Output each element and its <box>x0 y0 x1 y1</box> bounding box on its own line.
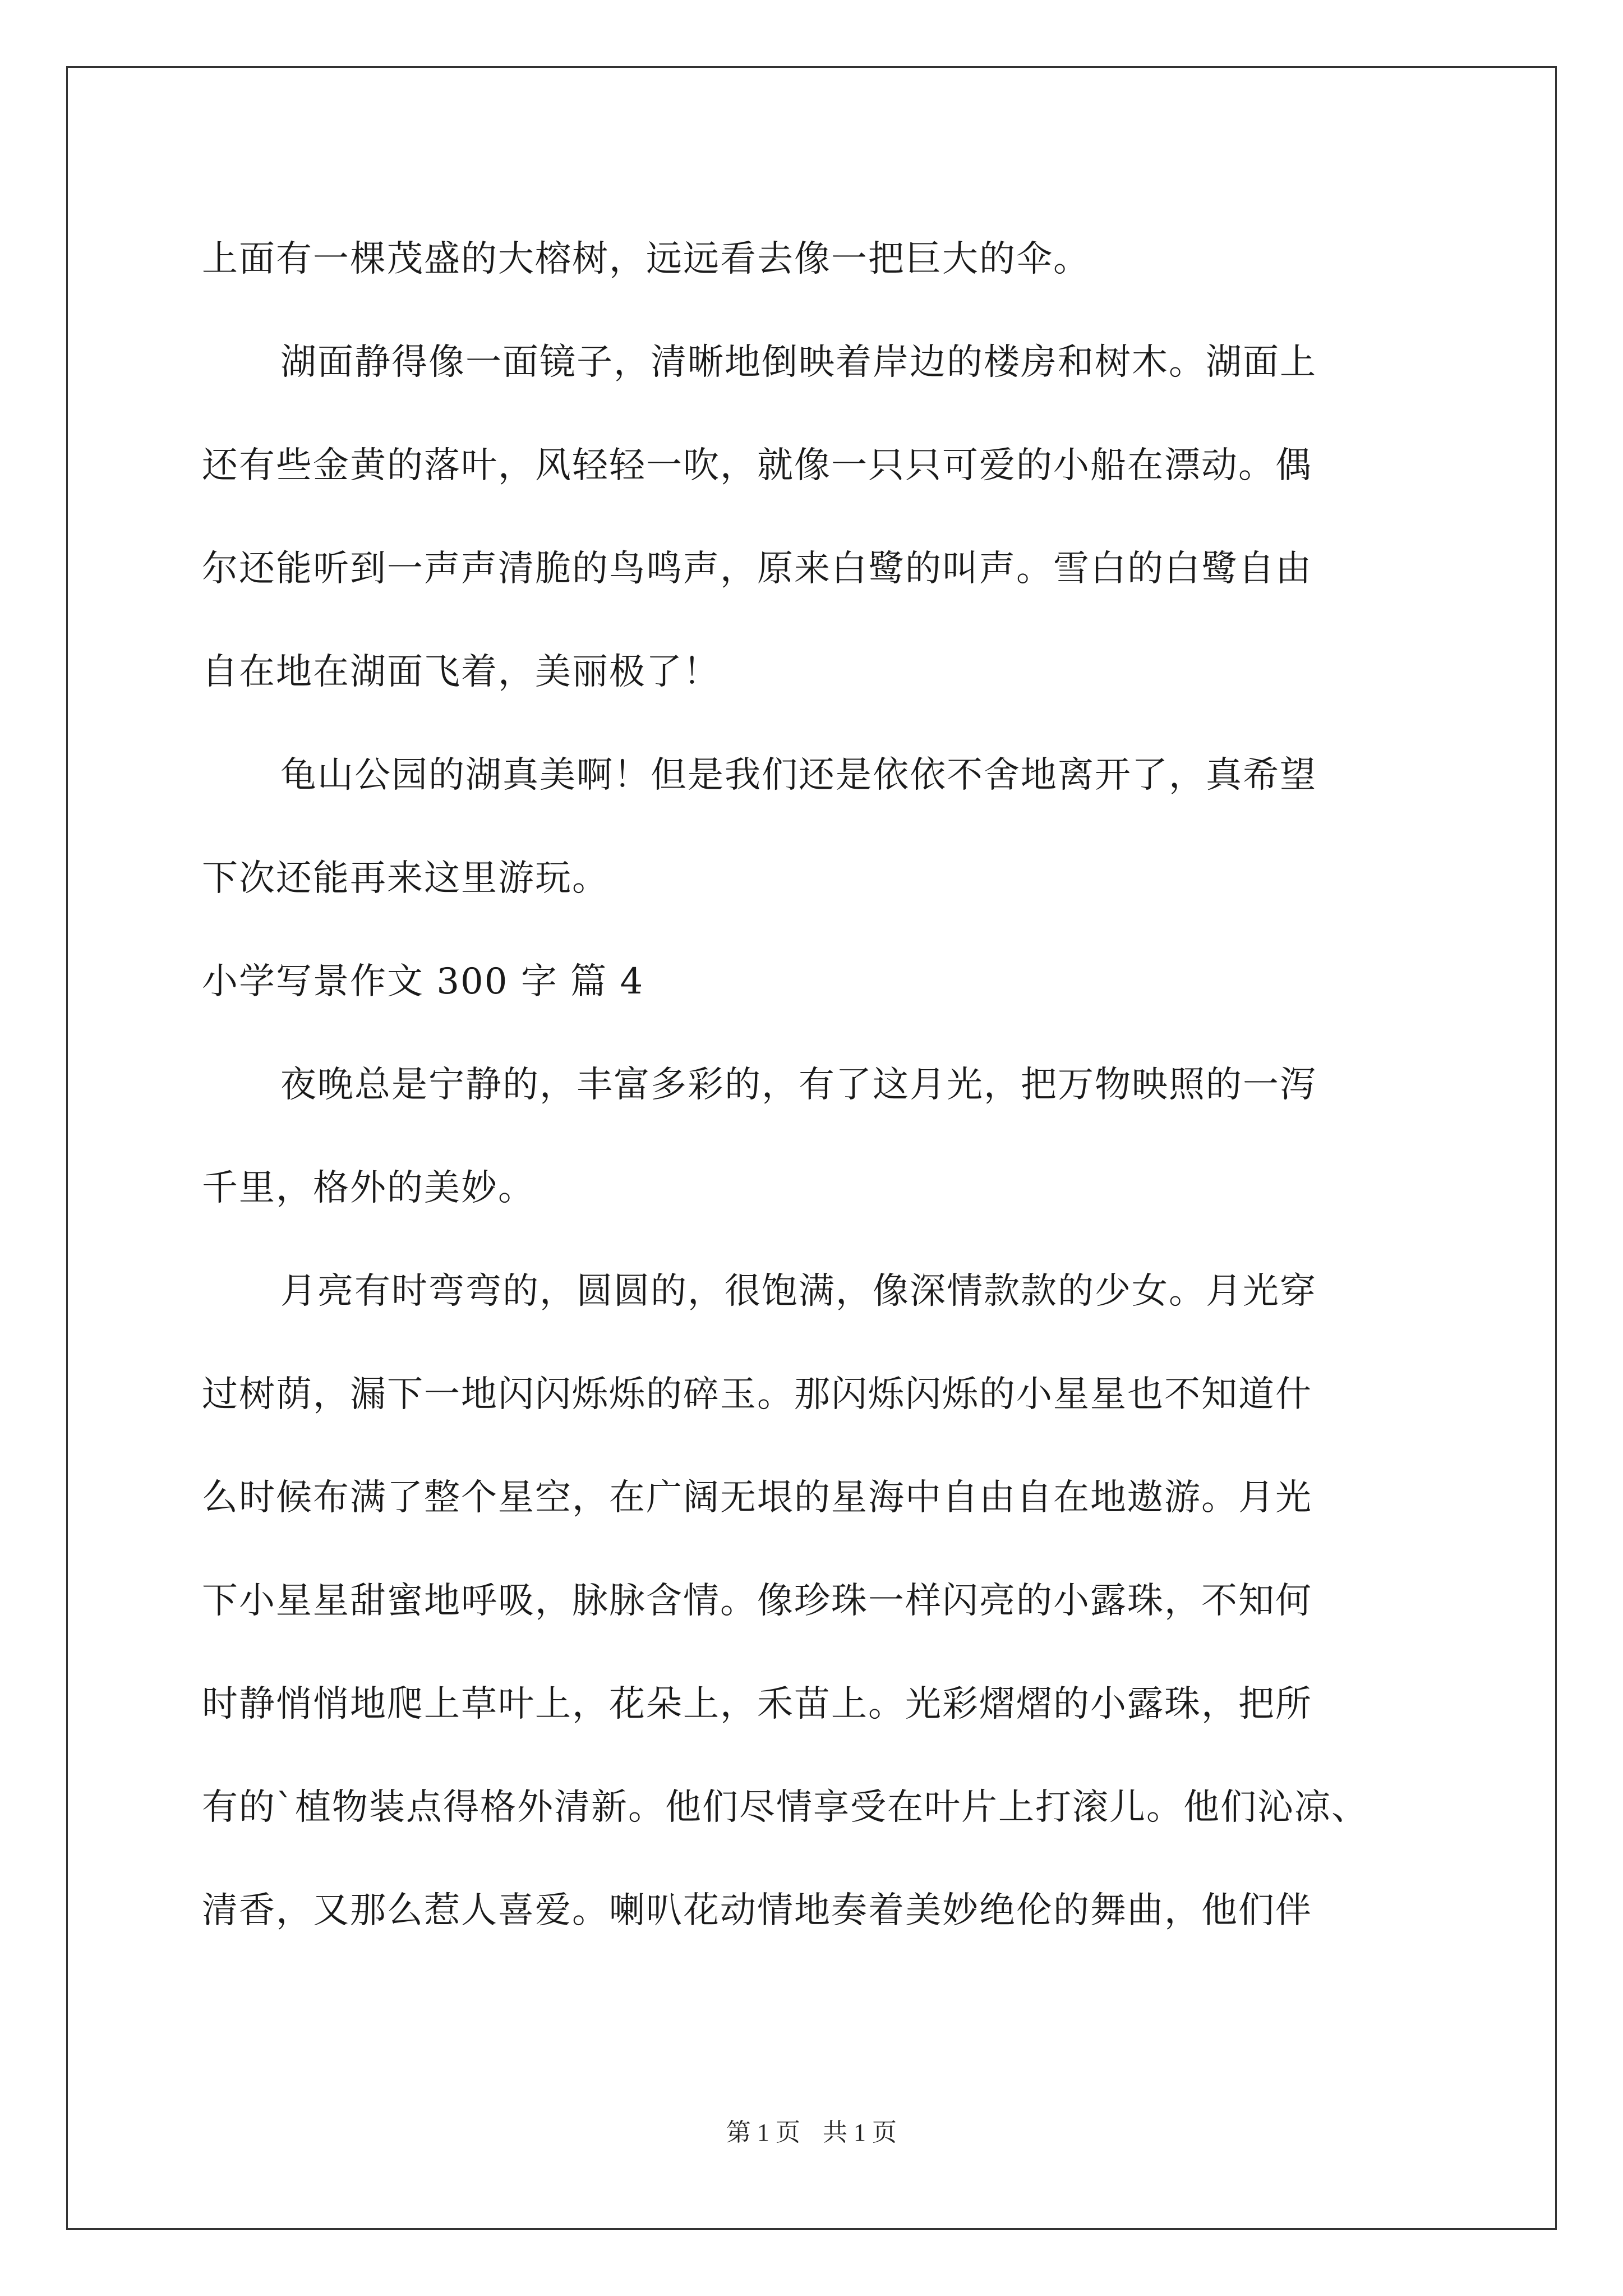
text-line: 清香，又那么惹人喜爱。喇叭花动情地奏着美妙绝伦的舞曲，他们伴 <box>202 1890 1312 1931</box>
section-heading: 小学写景作文 300 字 篇 4 <box>202 961 644 1002</box>
paragraph-start-line: 月亮有时弯弯的，圆圆的，很饱满，像深情款款的少女。月光穿 <box>280 1271 1317 1312</box>
text-line: 自在地在湖面飞着，美丽极了！ <box>202 651 720 693</box>
text-line: 千里，格外的美妙。 <box>202 1167 535 1209</box>
paragraph-start-line: 湖面静得像一面镜子，清晰地倒映着岸边的楼房和树木。湖面上 <box>280 342 1317 383</box>
text-line: 上面有一棵茂盛的大榕树，远远看去像一把巨大的伞。 <box>202 238 1090 280</box>
page-total: 共 1 页 <box>823 2119 897 2146</box>
paragraph-start-line: 龟山公园的湖真美啊！但是我们还是依依不舍地离开了，真希望 <box>280 754 1317 796</box>
text-line: 时静悄悄地爬上草叶上，花朵上，禾苗上。光彩熠熠的小露珠，把所 <box>202 1683 1312 1725</box>
paragraph-start-line: 夜晚总是宁静的，丰富多彩的，有了这月光，把万物映照的一泻 <box>280 1064 1317 1106</box>
page-number: 第 1 页 <box>726 2119 800 2146</box>
text-line: 么时候布满了整个星空，在广阔无垠的星海中自由自在地遨游。月光 <box>202 1477 1312 1519</box>
text-line: 过树荫，漏下一地闪闪烁烁的碎玉。那闪烁闪烁的小星星也不知道什 <box>202 1374 1312 1415</box>
page-footer <box>0 2112 1623 2148</box>
text-line: 尔还能听到一声声清脆的鸟鸣声，原来白鹭的叫声。雪白的白鹭自由 <box>202 548 1312 590</box>
text-line: 有的`植物装点得格外清新。他们尽情享受在叶片上打滚儿。他们沁凉、 <box>202 1787 1368 1828</box>
text-line: 下小星星甜蜜地呼吸，脉脉含情。像珍珠一样闪亮的小露珠，不知何 <box>202 1580 1312 1622</box>
document-body <box>202 208 1430 1962</box>
text-line: 还有些金黄的落叶，风轻轻一吹，就像一只只可爱的小船在漂动。偶 <box>202 445 1312 486</box>
text-line: 下次还能再来这里游玩。 <box>202 858 609 899</box>
